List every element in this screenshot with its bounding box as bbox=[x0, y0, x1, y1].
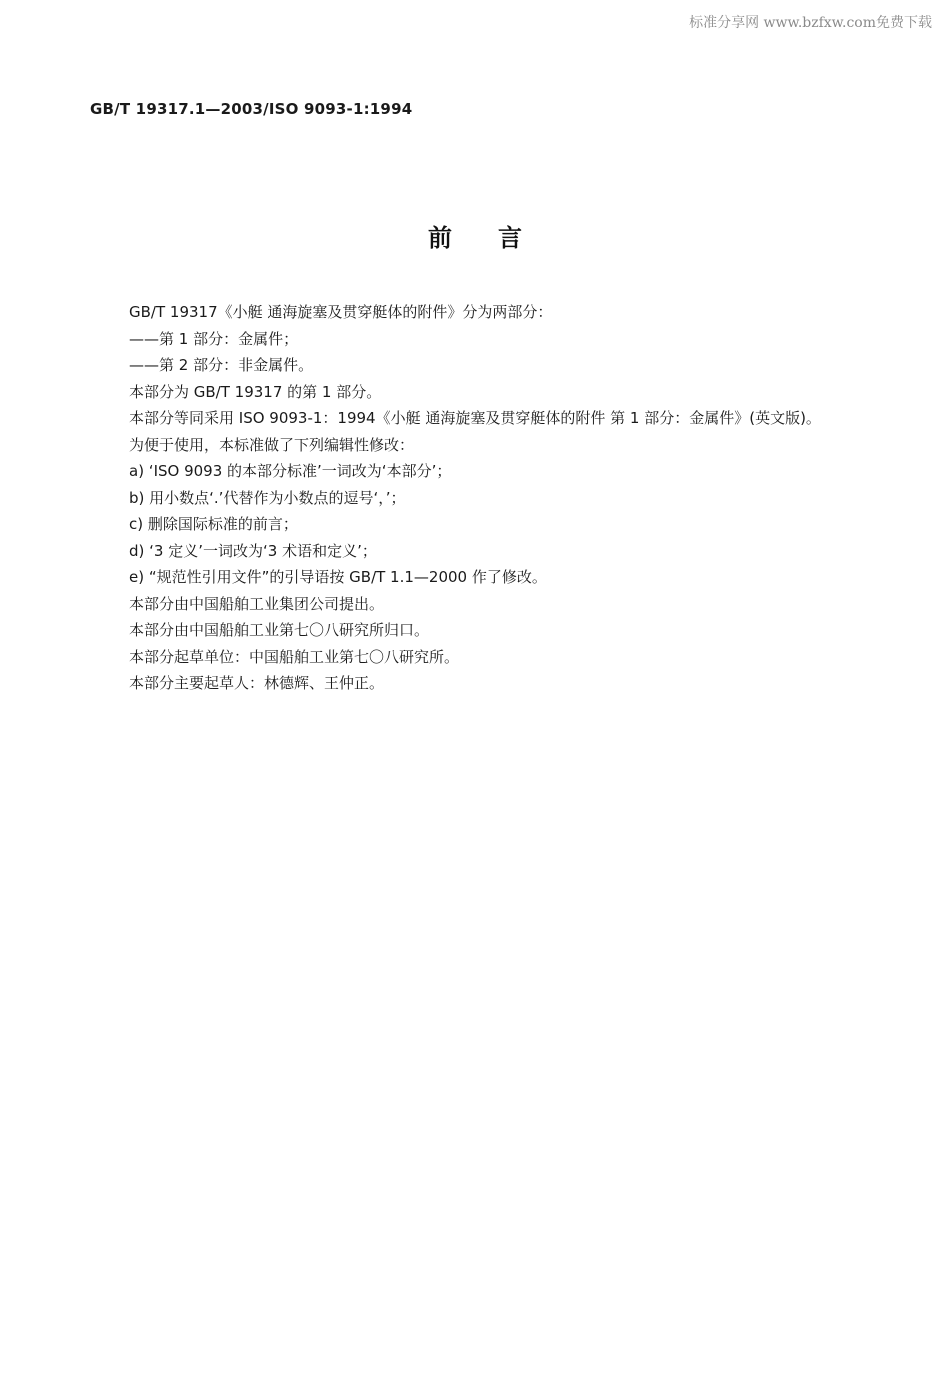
foreword-body bbox=[95, 299, 867, 697]
standard-number-header: GB/T 19317.1—2003/ISO 9093-1:1994 bbox=[90, 100, 413, 118]
paragraph-this-part: 本部分为 GB/T 19317 的第 1 部分。 bbox=[129, 382, 382, 401]
list-item-c: c) 删除国际标准的前言； bbox=[129, 515, 298, 533]
list-item-e: e) “规范性引用文件”的引导语按 GB/T 1.1—2000 作了修改。 bbox=[129, 568, 547, 586]
list-item-b: b) 用小数点‘.’代替作为小数点的逗号‘，’； bbox=[129, 488, 406, 507]
paragraph-part1: ——第 1 部分：金属件； bbox=[129, 329, 299, 348]
paragraph-adoption: 本部分等同采用 ISO 9093-1：1994《小艇 通海旋塞及贯穿艇体的附件 第 1 部分：金属件》(英文版)。 bbox=[129, 409, 821, 427]
paragraph-drafters: 本部分主要起草人：林德辉、王仲正。 bbox=[129, 674, 385, 692]
paragraph-drafting-unit: 本部分起草单位：中国船舶工业第七〇八研究所。 bbox=[129, 647, 460, 666]
paragraph-series-intro: GB/T 19317《小艇 通海旋塞及贯穿艇体的附件》分为两部分： bbox=[129, 303, 553, 321]
watermark-text: 标准分享网 www.bzfxw.com免费下载 bbox=[689, 15, 932, 31]
paragraph-part2: ——第 2 部分：非金属件。 bbox=[129, 356, 314, 374]
paragraph-centralized: 本部分由中国船舶工业第七〇八研究所归口。 bbox=[129, 621, 430, 639]
paragraph-edit-intro: 为便于使用，本标准做了下列编辑性修改： bbox=[129, 435, 415, 454]
paragraph-proposer: 本部分由中国船舶工业集团公司提出。 bbox=[129, 594, 385, 613]
page-title: 前言 bbox=[428, 224, 568, 252]
list-item-a: a) ‘ISO 9093 的本部分标准’一词改为‘本部分’； bbox=[129, 462, 452, 480]
list-item-d: d) ‘3 定义’一词改为‘3 术语和定义’； bbox=[129, 541, 377, 560]
